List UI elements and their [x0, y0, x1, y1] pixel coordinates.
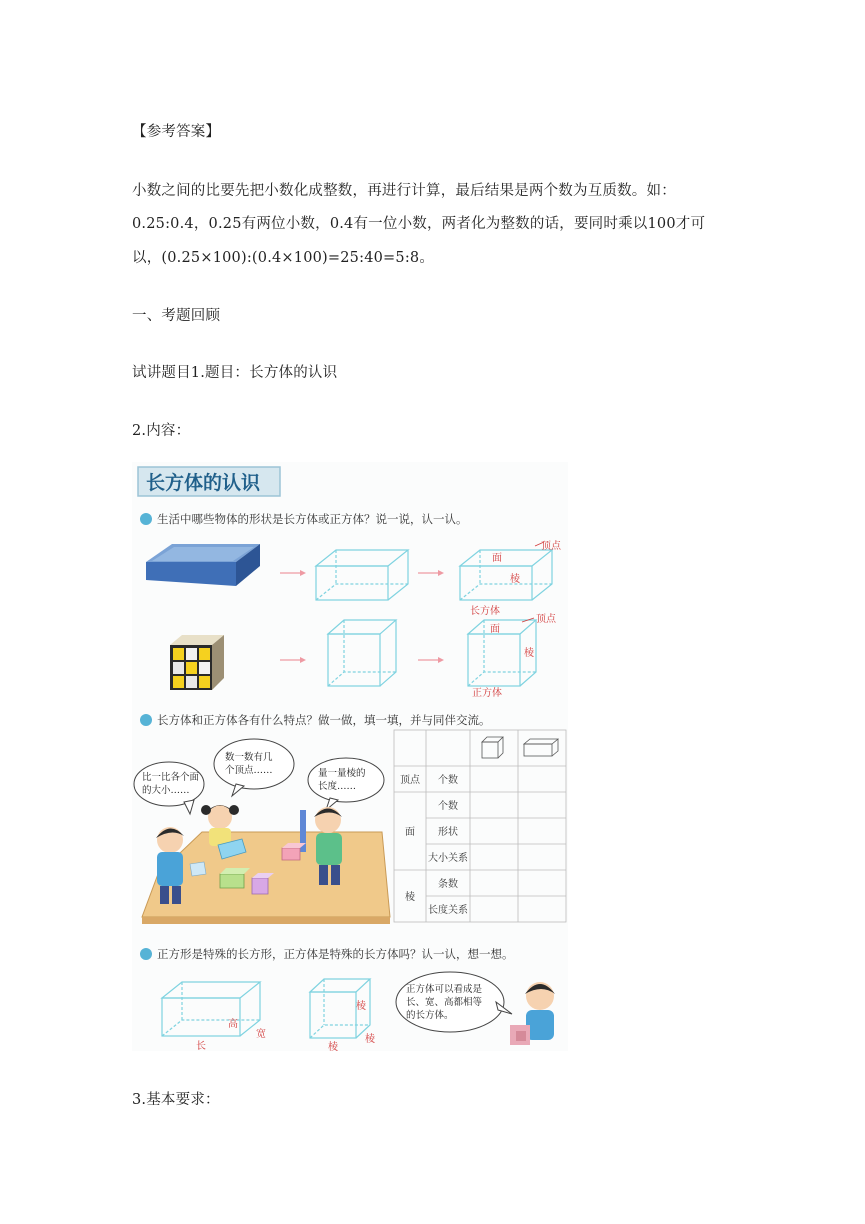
label-height: 高 [228, 1019, 238, 1030]
label-vertex: 顶点 [541, 541, 561, 552]
speech-bubble-1 [134, 762, 204, 814]
textbook-page-image [132, 462, 568, 1051]
label-edge: 棱 [524, 648, 534, 659]
cube-wireframe [328, 620, 396, 686]
bubble-2-line-1: 数一数有几 [225, 752, 273, 763]
requirements-label: 3.基本要求： [132, 1092, 220, 1108]
table-group-label: 面 [405, 827, 415, 838]
table-header-cuboid-icon [524, 739, 558, 756]
labeled-cuboid [460, 542, 552, 600]
answer-line-1: 小数之间的比要先把小数化成整数，再进行计算，最后结果是两个数为互质数。如： [132, 183, 676, 199]
label-length: 长 [196, 1041, 206, 1051]
label-edge: 棱 [510, 574, 520, 585]
textbook-title: 长方体的认识 [146, 472, 261, 494]
children-illustration [142, 805, 390, 924]
bullet-icon [140, 513, 152, 525]
question-3: 正方形是特殊的长方形，正方体是特殊的长方体吗？认一认，想一想。 [157, 947, 514, 961]
arrow-icon [280, 657, 306, 663]
answer-line-3: 以，(0.25×100):(0.4×100)=25:40=5:8。 [132, 250, 435, 266]
answer-line-2: 0.25:0.4，0.25有两位小数，0.4有一位小数，两者化为整数的话，要同时乘以100才可 [132, 216, 706, 232]
speech-bubble-4 [396, 972, 512, 1032]
blue-box-photo [146, 544, 260, 586]
bottom-cuboid [162, 982, 260, 1036]
content-label: 2.内容： [132, 423, 191, 439]
table-group-label: 棱 [405, 892, 415, 903]
topic-line: 试讲题目1.题目：长方体的认识 [132, 365, 338, 381]
table-attribute-label: 长度关系 [428, 905, 468, 916]
table-attribute-label: 条数 [438, 879, 458, 890]
bubble-3-line-1: 量一量棱的 [318, 768, 366, 779]
cuboid-wireframe [316, 550, 408, 600]
arrow-icon [418, 570, 444, 576]
bullet-icon [140, 948, 152, 960]
table-rows [400, 773, 468, 916]
bubble-4-line-2: 长、宽、高都相等 [406, 997, 483, 1008]
speech-bubble-2 [214, 739, 294, 796]
bubble-2-line-2: 个顶点…… [225, 765, 273, 776]
boy-illustration [510, 982, 555, 1045]
bubble-4-line-3: 的长方体。 [406, 1010, 454, 1021]
bubble-4-line-1: 正方体可以看成是 [406, 984, 483, 995]
label-edge: 棱 [328, 1042, 338, 1051]
bubble-3-line-2: 长度…… [318, 781, 357, 792]
property-table [394, 730, 566, 922]
table-attribute-label: 形状 [438, 827, 458, 838]
arrow-icon [280, 570, 306, 576]
textbook-title-banner [138, 467, 280, 496]
table-attribute-label: 大小关系 [428, 853, 468, 864]
arrow-icon [418, 657, 444, 663]
rubiks-cube-photo [170, 635, 224, 690]
bubble-1-line-1: 比一比各个面 [142, 772, 200, 783]
table-header-cube-icon [482, 737, 503, 758]
label-cube: 正方体 [472, 688, 502, 699]
bullet-icon [140, 714, 152, 726]
table-group-label: 顶点 [400, 775, 420, 786]
speech-bubble-3 [308, 758, 384, 810]
label-width: 宽 [256, 1029, 266, 1040]
table-attribute-label: 个数 [438, 775, 458, 786]
label-vertex: 顶点 [536, 614, 556, 625]
bubble-1-line-2: 的大小…… [142, 785, 190, 796]
label-face: 面 [492, 553, 502, 564]
table-attribute-label: 个数 [438, 801, 458, 812]
label-edge: 棱 [356, 1001, 366, 1012]
label-face: 面 [490, 624, 500, 635]
question-2: 长方体和正方体各有什么特点？做一做，填一填，并与同伴交流。 [157, 713, 491, 727]
label-edge: 棱 [365, 1034, 375, 1045]
section-heading: 一、考题回顾 [132, 308, 221, 324]
question-1: 生活中哪些物体的形状是长方体或正方体？说一说，认一认。 [157, 512, 468, 526]
label-cuboid: 长方体 [470, 606, 500, 617]
answer-heading: 【参考答案】 [132, 124, 221, 140]
